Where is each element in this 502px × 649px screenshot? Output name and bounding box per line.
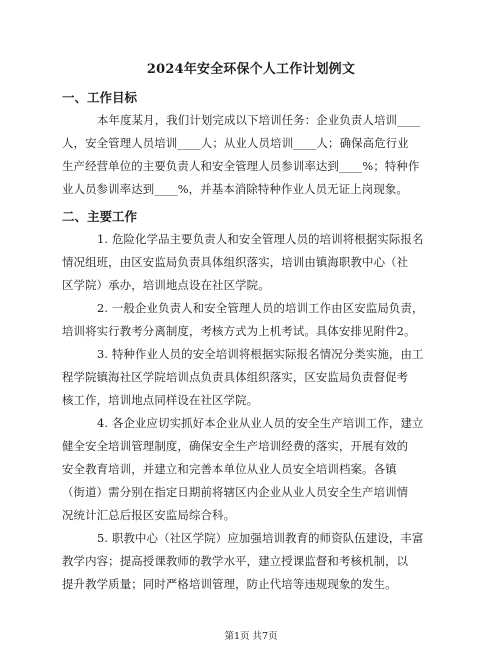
paragraph-line: 5. 职教中心（社区学院）应加强培训教育的师资队伍建设，丰富: [97, 531, 424, 545]
paragraph-line: 提升教学质量；同时严格培训管理，防止代培等违规现象的发生。: [62, 577, 397, 591]
paragraph-line: 1. 危险化学品主要负责人和安全管理人员的培训将根据实际报名: [97, 232, 424, 246]
paragraph-line: 人，安全管理人员培训____人；从业人员培训____人；确保高危行业: [62, 136, 409, 150]
paragraph-line: 健全安全培训管理制度，确保安全生产培训经费的落实，开展有效的: [62, 439, 409, 453]
paragraph-line: 3. 特种作业人员的安全培训将根据实际报名情况分类实施，由工: [97, 347, 424, 361]
paragraph-line: 程学院镇海社区学院培训点负责具体组织落实，区安监局负责督促考: [62, 370, 409, 384]
document-title: 2024年安全环保个人工作计划例文: [146, 62, 356, 77]
paragraph-line: 核工作，培训地点同样设在社区学院。: [62, 393, 259, 407]
paragraph-line: 业人员参训率达到____%，并基本消除特种作业人员无证上岗现象。: [62, 182, 408, 196]
paragraph-line: （街道）需分别在指定日期前将辖区内企业从业人员安全生产培训情: [62, 485, 409, 499]
paragraph-line: 况统计汇总后报区安监局综合科。: [62, 508, 236, 522]
paragraph-line: 安全教育培训，并建立和完善本单位从业人员安全培训档案。各镇: [62, 462, 397, 476]
section-heading-goals: 一、工作目标: [62, 90, 138, 105]
paragraph-line: 2. 一般企业负责人和安全管理人员的培训工作由区安监局负责，: [97, 301, 424, 315]
section-heading-main-work: 二、主要工作: [62, 209, 138, 224]
paragraph-line: 教学内容；提高授课教师的教学水平，建立授课监督和考核机制，以: [62, 554, 409, 568]
page-footer: 第1页 共7页: [224, 631, 278, 642]
paragraph-line: 4. 各企业应切实抓好本企业从业人员的安全生产培训工作，建立: [97, 416, 424, 430]
paragraph-line: 情况组班，由区安监局负责具体组织落实，培训由镇海职教中心（社: [62, 255, 409, 269]
paragraph-line: 培训将实行教考分离制度，考核方式为上机考试。具体安排见附件2。: [62, 324, 416, 338]
paragraph-line: 生产经营单位的主要负责人和安全管理人员参训率达到____%；特种作: [62, 159, 420, 173]
paragraph-line: 区学院）承办，培训地点设在社区学院。: [62, 278, 270, 292]
paragraph-line: 本年度某月，我们计划完成以下培训任务：企业负责人培训____: [97, 113, 421, 127]
